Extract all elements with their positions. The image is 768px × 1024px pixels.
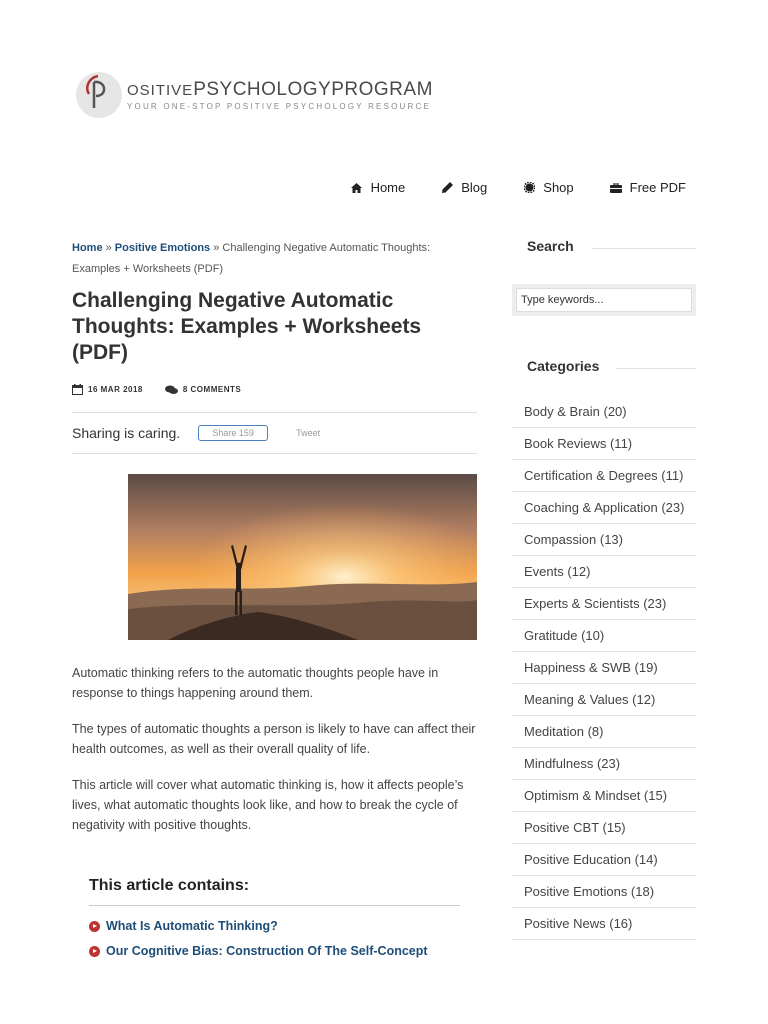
nav-blog-label: Blog xyxy=(461,180,488,195)
nav-shop-label: Shop xyxy=(543,180,574,195)
categories-widget-title: Categories xyxy=(512,358,696,380)
nav-home[interactable] xyxy=(351,180,406,195)
category-link[interactable]: Coaching & Application (23) xyxy=(512,492,696,524)
toc-item[interactable]: What Is Automatic Thinking? xyxy=(89,916,460,936)
nav-shop[interactable] xyxy=(523,180,573,195)
breadcrumb-home-link[interactable]: Home xyxy=(72,242,103,254)
category-link[interactable]: Positive Education (14) xyxy=(512,844,696,876)
category-link[interactable]: Optimism & Mindset (15) xyxy=(512,780,696,812)
search-input[interactable] xyxy=(516,288,692,312)
article-paragraph: The types of automatic thoughts a person is likely to have can affect their health outcomes, as well as their overall quality of life. xyxy=(72,722,476,756)
site-tagline: YOUR ONE-STOP POSITIVE PSYCHOLOGY RESOURCE xyxy=(127,101,432,111)
home-icon xyxy=(351,182,363,194)
category-link[interactable]: Events (12) xyxy=(512,556,696,588)
tweet-button[interactable]: Tweet xyxy=(296,428,321,438)
share-bar xyxy=(72,412,477,454)
category-link[interactable]: Book Reviews (11) xyxy=(512,428,696,460)
article-paragraph: Automatic thinking refers to the automatic thoughts people have in response to things happening around them. xyxy=(72,666,439,700)
category-link[interactable]: Positive Emotions (18) xyxy=(512,876,696,908)
category-link[interactable]: Gratitude (10) xyxy=(512,620,696,652)
site-name: OSITIVEPSYCHOLOGYPROGRAM xyxy=(127,78,433,100)
category-link[interactable]: Happiness & SWB (19) xyxy=(512,652,696,684)
category-link[interactable]: Mindfulness (23) xyxy=(512,748,696,780)
sharing-label: Sharing is caring. xyxy=(72,425,181,441)
sidebar xyxy=(512,238,696,940)
article-paragraph: This article will cover what automatic thinking is, how it affects people’s lives, what automatic thoughts look like, and how to break the cycle of negativity with positive thoughts. xyxy=(72,778,464,832)
nav-free-pdf-label: Free PDF xyxy=(629,180,686,195)
article-body xyxy=(72,663,477,835)
breadcrumb-category-link[interactable]: Positive Emotions xyxy=(114,242,211,254)
category-link[interactable]: Certification & Degrees (11) xyxy=(512,460,696,492)
article-date: 16 MAR 2018 xyxy=(72,384,143,395)
search-widget xyxy=(512,284,696,316)
category-link[interactable]: Compassion (13) xyxy=(512,524,696,556)
hero-image xyxy=(128,474,477,640)
play-circle-icon xyxy=(89,946,100,957)
category-link[interactable]: Meaning & Values (12) xyxy=(512,684,696,716)
breadcrumb-current: Challenging Negative Automatic Thoughts: Examples + Worksheets (PDF) xyxy=(72,242,431,275)
category-link[interactable]: Experts & Scientists (23) xyxy=(512,588,696,620)
article-meta xyxy=(72,384,477,395)
gear-icon xyxy=(523,182,535,194)
category-link[interactable]: Meditation (8) xyxy=(512,716,696,748)
logo-icon xyxy=(76,72,122,118)
facebook-share-button[interactable]: Share 159 xyxy=(198,425,268,441)
table-of-contents xyxy=(89,877,460,961)
comments-icon xyxy=(165,385,178,395)
breadcrumb: Home » Positive Emotions » Challenging Negative Automatic Thoughts: Examples + Worksheets (PDF) xyxy=(72,242,431,275)
article-title: Challenging Negative Automatic Thoughts: Examples + Worksheets (PDF) xyxy=(72,289,422,364)
site-logo[interactable] xyxy=(76,72,433,118)
nav-blog[interactable] xyxy=(441,180,487,195)
calendar-icon xyxy=(72,384,83,395)
nav-home-label: Home xyxy=(370,180,406,195)
nav-free-pdf[interactable] xyxy=(610,180,686,195)
category-link[interactable]: Positive CBT (15) xyxy=(512,812,696,844)
article-comments-link[interactable]: 8 COMMENTS xyxy=(165,385,241,395)
main-nav xyxy=(351,180,686,195)
category-link[interactable]: Body & Brain (20) xyxy=(512,396,696,428)
category-link[interactable]: Positive News (16) xyxy=(512,908,696,940)
toc-title: This article contains: xyxy=(89,877,460,906)
play-circle-icon xyxy=(89,921,100,932)
pencil-icon xyxy=(441,182,453,194)
briefcase-icon xyxy=(610,182,622,194)
search-widget-title: Search xyxy=(512,238,696,260)
toc-item[interactable]: Our Cognitive Bias: Construction Of The Self-Concept xyxy=(89,941,460,961)
categories-list xyxy=(512,396,696,940)
article-main xyxy=(72,238,477,961)
